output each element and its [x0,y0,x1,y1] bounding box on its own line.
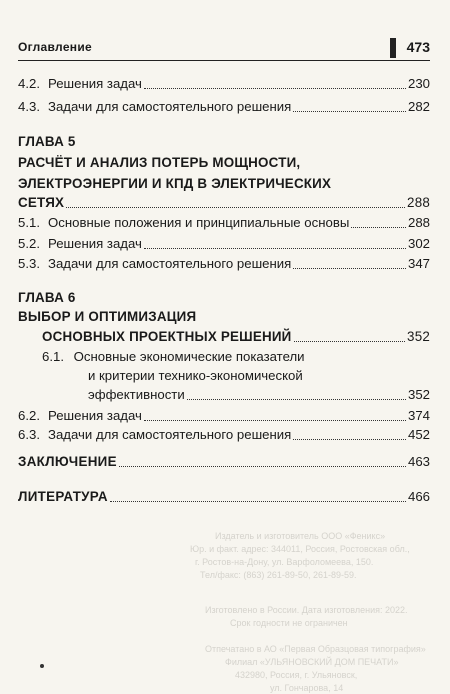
dot-leader [144,248,406,249]
show-through-line: Отпечатано в АО «Первая Образцовая типография» [205,644,426,654]
entry-page: 347 [407,256,430,271]
toc-entry-4-2[interactable] [18,74,430,94]
entry-page: 463 [407,454,430,469]
show-through-line: г. Ростов-на-Дону, ул. Варфоломеева, 150. [195,557,374,567]
page-number: 473 [406,39,430,55]
entry-page: 288 [407,195,430,210]
show-through-line: Филиал «УЛЬЯНОВСКИЙ ДОМ ПЕЧАТИ» [225,657,399,667]
entry-label-line-3: эффективности [88,387,185,402]
entry-label: Решения задач [48,408,142,423]
dot-leader [293,439,406,440]
entry-number: 6.1. [42,349,64,364]
show-through-line: Издатель и изготовитель ООО «Феникс» [215,531,386,541]
running-head [18,38,430,61]
entry-label-line-2: и критерии технико-экономической [88,368,303,383]
entry-number: 5.2. [18,236,40,251]
entry-number: 4.3. [18,99,40,114]
dot-leader [293,111,406,112]
show-through-line: Срок годности не ограничен [230,618,348,628]
toc-entry-6-2[interactable] [18,406,430,426]
running-head-title: Оглавление [18,40,92,54]
entry-page: 466 [407,489,430,504]
print-speck [40,664,44,668]
entry-page: 282 [407,99,430,114]
chapter-5-title-line-1: РАСЧЁТ И АНАЛИЗ ПОТЕРЬ МОЩНОСТИ, [18,155,301,170]
show-through-line: Тел/факс: (863) 261-89-50, 261-89-59. [200,570,357,580]
show-through-line: 432980, Россия, г. Ульяновск, [235,670,358,680]
entry-label: Задачи для самостоятельного решения [48,256,292,271]
dot-leader [351,227,406,228]
entry-label: Решения задач [48,236,142,251]
toc-entry-4-3[interactable] [18,97,430,117]
dot-leader [293,268,406,269]
entry-number: 5.1. [18,215,40,230]
toc-entry-5-2[interactable] [18,234,430,254]
dot-leader [66,207,405,208]
entry-label: ЛИТЕРАТУРА [18,489,108,504]
entry-page: 352 [407,329,430,344]
entry-label: Решения задач [48,76,142,91]
chapter-5-title-line-2: ЭЛЕКТРОЭНЕРГИИ И КПД В ЭЛЕКТРИЧЕСКИХ [18,176,332,191]
dot-leader [187,399,406,400]
toc-entry-conclusion[interactable] [18,452,430,472]
entry-number: 6.2. [18,408,40,423]
dot-leader [144,420,406,421]
entry-label: Основные положения и принципиальные основы [48,215,350,230]
chapter-6-label: ГЛАВА 6 [18,290,76,305]
toc-entry-6-1[interactable] [88,385,430,405]
chapter-5-label: ГЛАВА 5 [18,134,76,149]
entry-page: 374 [407,408,430,423]
entry-page: 230 [407,76,430,91]
toc-entry-chapter-6[interactable] [42,327,430,347]
toc-entry-5-3[interactable] [18,254,430,274]
show-through-line: ул. Гончарова, 14 [270,683,344,693]
entry-number: 5.3. [18,256,40,271]
toc-entry-5-1[interactable] [18,213,430,233]
running-head-bar [390,38,396,58]
entry-page: 452 [407,427,430,442]
dot-leader [110,501,406,502]
dot-leader [294,341,406,342]
show-through-line: Изготовлено в России. Дата изготовления: 2022. [205,605,408,615]
entry-page: 352 [407,387,430,402]
entry-label: ЗАКЛЮЧЕНИЕ [18,454,117,469]
dot-leader [119,466,406,467]
entry-label: Задачи для самостоятельного решения [48,427,292,442]
chapter-6-title-line-1: ВЫБОР И ОПТИМИЗАЦИЯ [18,309,197,324]
entry-number: 4.2. [18,76,40,91]
toc-entry-6-3[interactable] [18,425,430,445]
show-through-line: Юр. и факт. адрес: 344011, Россия, Ростовская обл., [190,544,410,554]
toc-entry-6-1-line-1 [42,347,430,367]
dot-leader [144,88,406,89]
entry-number: 6.3. [18,427,40,442]
toc-entry-references[interactable] [18,487,430,507]
entry-page: 288 [407,215,430,230]
entry-page: 302 [407,236,430,251]
chapter-5-title-line-3: СЕТЯХ [18,195,65,210]
entry-label: Задачи для самостоятельного решения [48,99,292,114]
toc-entry-chapter-5[interactable] [18,193,430,213]
entry-label-line-1: Основные экономические показатели [73,349,305,364]
chapter-6-title-line-2: ОСНОВНЫХ ПРОЕКТНЫХ РЕШЕНИЙ [42,329,292,344]
